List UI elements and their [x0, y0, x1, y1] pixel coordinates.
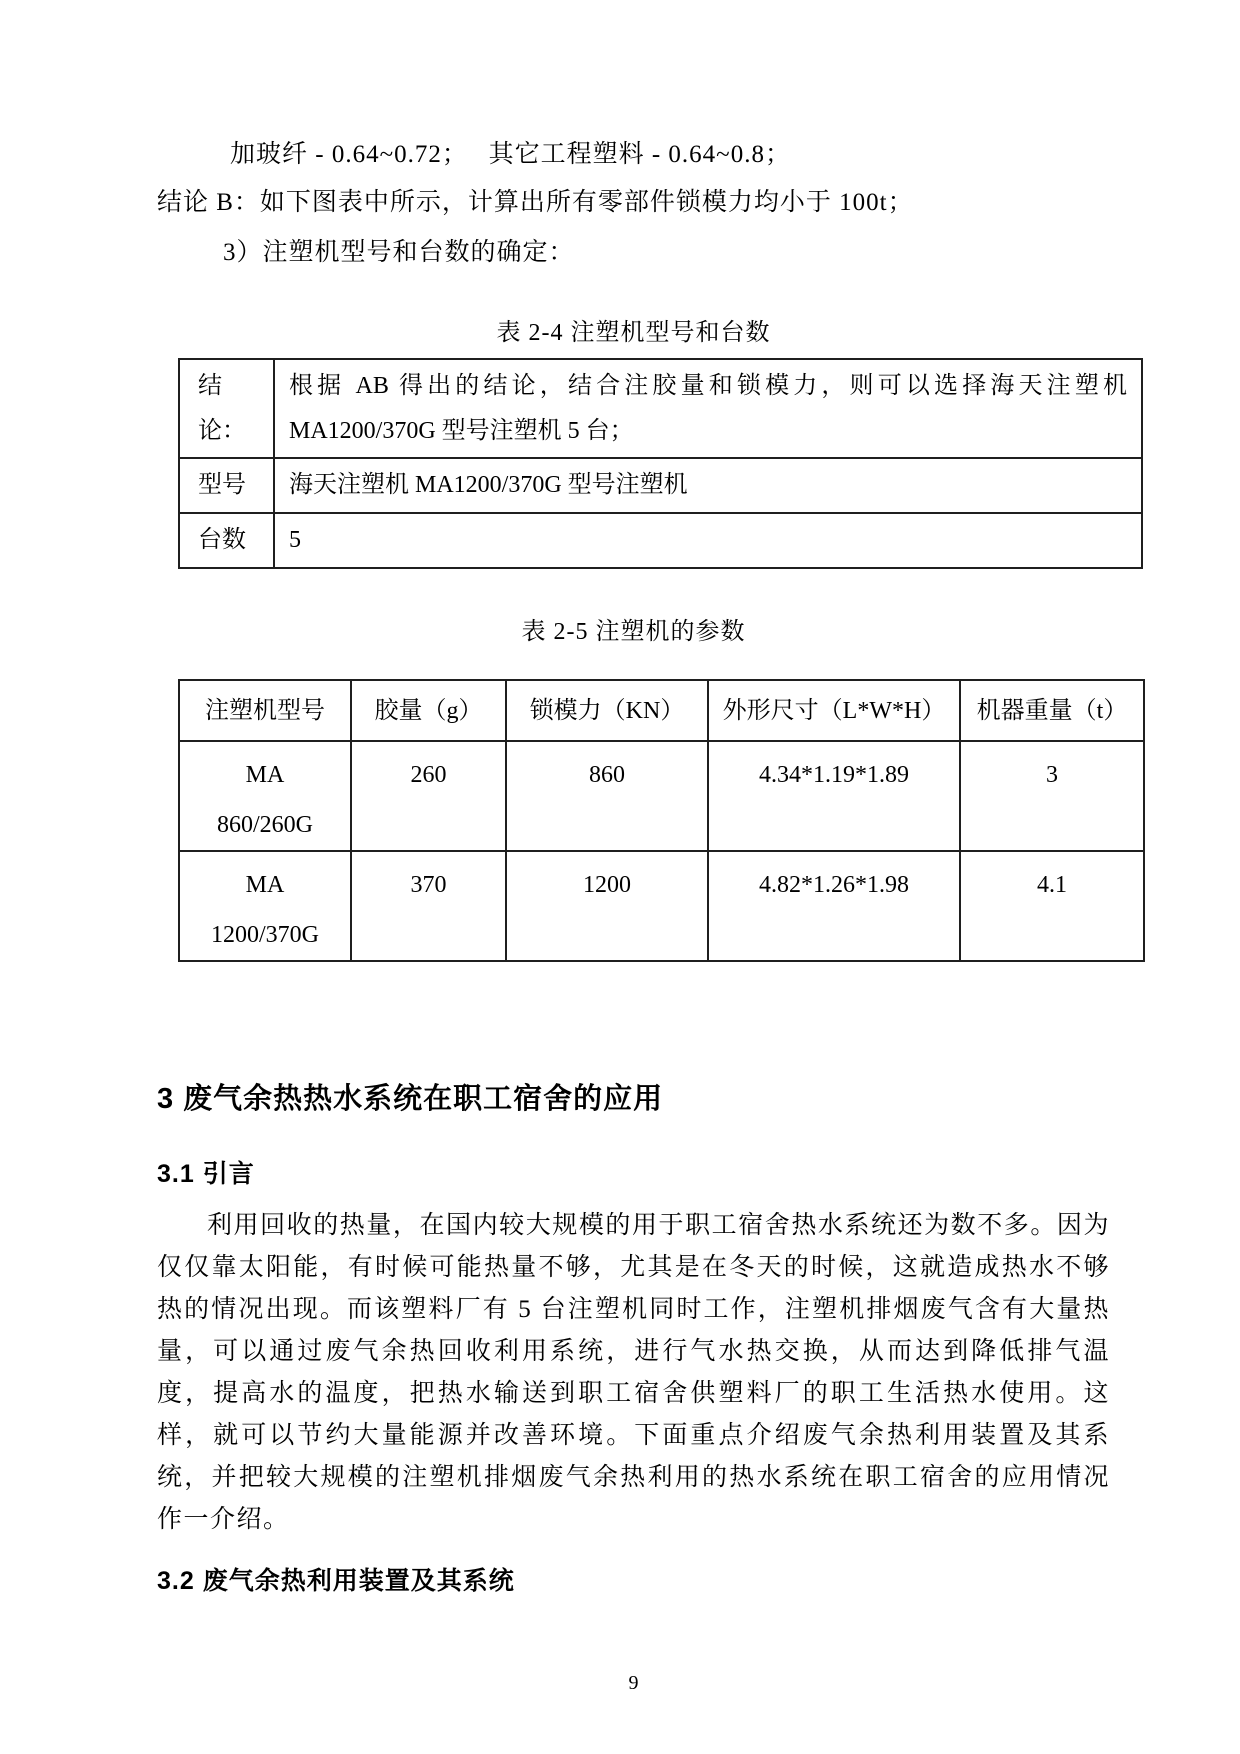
table-2-4	[178, 358, 1143, 569]
table-row	[179, 458, 1142, 513]
cell-weight: 3	[960, 741, 1144, 851]
cell-model: MA 860/260G	[179, 741, 351, 851]
section-3-heading: 3 废气余热热水系统在职工宿舍的应用	[157, 1083, 664, 1115]
table-2-4-label-conclusion: 结 论：	[179, 359, 274, 458]
cell-model: MA 1200/370G	[179, 851, 351, 961]
table-2-5	[178, 679, 1145, 962]
table-row	[179, 741, 1144, 851]
section-3-1-paragraph: 利用回收的热量，在国内较大规模的用于职工宿舍热水系统还为数不多。因为仅仅靠太阳能，有时候可能热量不够，尤其是在冬天的时候，这就造成热水不够热的情况出现。而该塑料厂有 5 台注塑机同时工作，注塑机排烟废气含有大量热量，可以通过废气余热回收利用系统，进行气水热交换，从而达到降低排气温度，提高水的温度，把热水输送到职工宿舍供塑料厂的职工生活热水使用。这样，就可以节约大量能源并改善环境。下面重点介绍废气余热利用装置及其系统，并把较大规模的注塑机排烟废气余热利用的热水系统在职工宿舍的应用情况作一介绍。	[157, 1212, 1110, 1533]
cell-glue: 260	[351, 741, 506, 851]
section-3-1-heading: 3.1 引言	[157, 1160, 255, 1188]
text-line-glass-fiber: 加玻纤 - 0.64~0.72； 其它工程塑料 - 0.64~0.8；	[230, 141, 791, 168]
table-2-4-label-model: 型号	[179, 458, 274, 513]
cell-weight: 4.1	[960, 851, 1144, 961]
table-2-4-value-count: 5	[274, 513, 1142, 568]
cell-dimensions: 4.82*1.26*1.98	[708, 851, 960, 961]
table-2-4-label-count: 台数	[179, 513, 274, 568]
table-row	[179, 359, 1142, 458]
cell-dimensions: 4.34*1.19*1.89	[708, 741, 960, 851]
table-2-5-header-weight: 机器重量（t）	[960, 680, 1144, 741]
section-3-2-heading: 3.2 废气余热利用装置及其系统	[157, 1567, 515, 1595]
cell-clamp-force: 1200	[506, 851, 708, 961]
page-number: 9	[628, 1672, 639, 1694]
table-2-5-header-clamp-force: 锁模力（KN）	[506, 680, 708, 741]
text-line-conclusion-b: 结论 B：如下图表中所示，计算出所有零部件锁模力均小于 100t；	[157, 189, 914, 216]
table-2-5-caption: 表 2-5 注塑机的参数	[521, 619, 746, 645]
table-header-row	[179, 680, 1144, 741]
table-row	[179, 851, 1144, 961]
table-2-4-caption: 表 2-4 注塑机型号和台数	[496, 320, 771, 346]
table-row	[179, 513, 1142, 568]
table-2-4-value-conclusion: 根据 AB 得出的结论，结合注胶量和锁模力，则可以选择海天注塑机 MA1200/370G 型号注塑机 5 台；	[274, 359, 1142, 458]
table-2-4-value-model: 海天注塑机 MA1200/370G 型号注塑机	[274, 458, 1142, 513]
cell-clamp-force: 860	[506, 741, 708, 851]
list-item-3-machine-model: 3）注塑机型号和台数的确定：	[223, 239, 575, 266]
table-2-5-header-glue: 胶量（g）	[351, 680, 506, 741]
table-2-5-header-model: 注塑机型号	[179, 680, 351, 741]
cell-glue: 370	[351, 851, 506, 961]
table-2-5-header-dimensions: 外形尺寸（L*W*H）	[708, 680, 960, 741]
